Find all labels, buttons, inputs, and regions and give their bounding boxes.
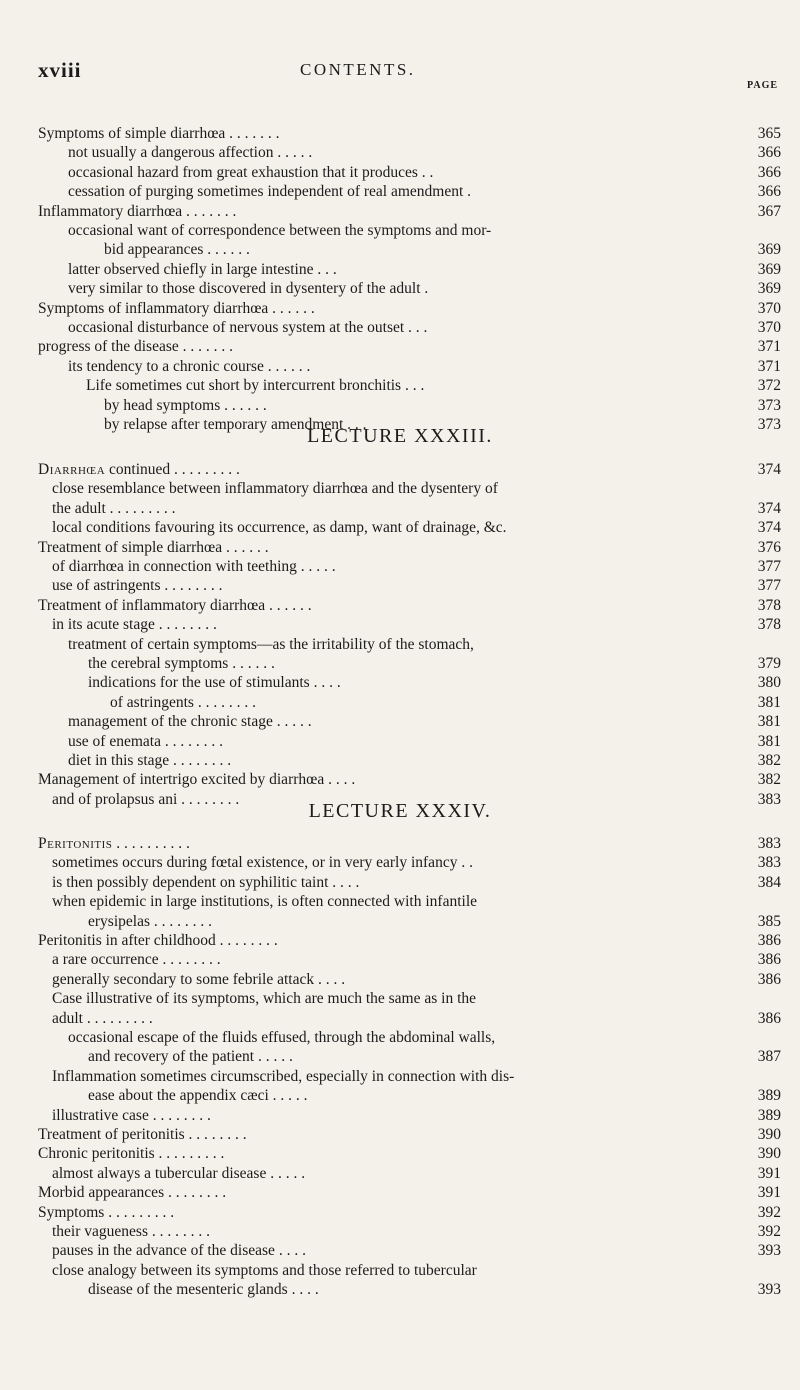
entry-page-number: 387 [757,1048,781,1066]
entry-page-number: 381 [757,732,781,750]
entry-page-number: 391 [757,1164,781,1182]
lecture-33-entry [68,751,781,770]
entry-page-number: 393 [757,1281,781,1299]
entry-page-number: 366 [757,144,781,162]
entry-text: Treatment of inflammatory diarrhœa . . . . . . [38,596,312,614]
entry-text: and recovery of the patient . . . . . [88,1048,293,1066]
entry-page-number: 377 [757,558,781,575]
entry-text: close resemblance between inflammatory diarrhœa and the dysentery of [52,480,498,498]
entry-text: when epidemic in large institutions, is often connected with infantile [52,893,478,911]
entry-text: in its acute stage . . . . . . . . [52,616,217,634]
entry-text: Life sometimes cut short by intercurrent bronchitis . . . [86,377,425,395]
entry-text: use of astringents . . . . . . . . [52,577,223,595]
entry-page-number: 374 [757,499,781,517]
entry-text: their vagueness . . . . . . . . [52,1223,210,1240]
entry-page-number: 378 [757,596,781,614]
entry-text: progress of the disease . . . . . . . [38,338,233,356]
lecture-33-entry [88,673,781,692]
lecture-34-entry [38,1144,781,1163]
lecture-34-entry [88,1086,781,1105]
entry-page-number: 376 [757,538,781,556]
lecture-34-entry [52,1241,781,1260]
entry-text: by relapse after temporary amendment . . . [104,416,367,433]
top-section-entry [38,124,781,143]
entry-page-number: 393 [757,1242,781,1260]
entry-page-number: 381 [757,713,781,731]
lecture-34-entry [52,1009,781,1028]
entry-page-number: 369 [757,280,781,298]
entry-page-number: 381 [757,693,781,711]
entry-text: Treatment of peritonitis . . . . . . . . [38,1126,247,1143]
lecture-34-entry [52,1164,781,1183]
entry-page-number: 392 [757,1203,781,1221]
page-number: xviii [38,58,82,82]
entry-text [38,461,240,478]
entry-page-number: 385 [757,912,781,930]
entry-text: treatment of certain symptoms—as the irritability of the stomach, [68,635,474,653]
lecture-33-entry [38,460,781,479]
lecture-34-entry [52,892,477,911]
entry-text: Case illustrative of its symptoms, which are much the same as in the [52,990,477,1008]
entry-text: cessation of purging sometimes independent of real amendment . [68,183,472,201]
lecture-34-entry [38,1125,781,1144]
entry-page-number: 390 [757,1145,781,1163]
lecture-34-entry [52,873,781,892]
entry-text: Symptoms of simple diarrhœa . . . . . . . [38,125,280,142]
entry-page-number: 374 [757,461,781,478]
top-section-entry [38,299,781,318]
entry-page-number: 377 [757,577,781,595]
entry-text: occasional escape of the fluids effused, through the abdominal walls, [68,1029,496,1046]
lecture-33-entry [68,712,781,731]
entry-page-number: 369 [757,260,781,278]
top-section-entry [38,337,781,356]
top-section-entry [68,318,781,337]
entry-text: its tendency to a chronic course . . . . . . [68,357,311,375]
entry-page-number: 392 [757,1223,781,1240]
entry-page-number: 389 [757,1106,781,1124]
lecture-34-entry [52,1067,514,1086]
entry-text: Symptoms of inflammatory diarrhœa . . . . . . [38,299,315,317]
entry-text: local conditions favouring its occurrence, as damp, want of drainage, &c. [52,519,507,537]
running-title: CONTENTS. [300,60,416,79]
lecture-34-entry [38,1203,781,1222]
lecture-34-entry [38,931,781,950]
entry-page-number: 382 [757,752,781,769]
entry-text: diet in this stage . . . . . . . . [68,752,232,769]
entry-text-rest: . . . . . . . . . . [112,835,190,852]
entry-page-number: 374 [757,519,781,537]
entry-page-number: 384 [757,873,781,891]
lecture-34-entry [52,950,781,969]
entry-page-number: 391 [757,1184,781,1202]
lecture-33-entry [38,538,781,557]
lecture-34-entry [38,1183,781,1202]
lecture-33-entry [52,615,781,634]
lecture-33-entry [52,557,781,576]
lecture-33-entry [38,596,781,615]
lecture-heading-xxxiii: LECTURE XXXIII. [307,425,493,447]
entry-text: generally secondary to some febrile attack . . . . [52,970,346,988]
entry-text: Peritonitis in after childhood . . . . . . . . [38,932,278,949]
entry-text: of diarrhœa in connection with teething . . . . . [52,558,336,575]
top-section-entry [68,221,491,240]
entry-text: Chronic peritonitis . . . . . . . . . [38,1145,225,1163]
entry-page-number: 365 [757,125,781,142]
lecture-34-entry [52,1261,477,1280]
entry-text: very similar to those discovered in dysentery of the adult . [68,280,429,298]
entry-text: occasional want of correspondence between the symptoms and mor- [68,222,492,239]
entry-text: a rare occurrence . . . . . . . . [52,951,221,969]
entry-text: use of enemata . . . . . . . . [68,732,223,750]
entry-subject: Diarrhœa [38,461,106,478]
lecture-34-entry [52,1222,781,1241]
entry-text: the cerebral symptoms . . . . . . [88,655,275,672]
lecture-33-entry [110,693,781,712]
top-section-entry [38,202,781,221]
top-section-entry [68,163,781,182]
lecture-34-entry [88,912,781,931]
entry-page-number: 370 [757,299,781,317]
entry-page-number: 369 [757,241,781,259]
entry-page-number: 390 [757,1126,781,1143]
top-section-entry [68,143,781,162]
entry-text: sometimes occurs during fœtal existence, or in very early infancy . . [52,854,473,872]
entry-page-number: 379 [757,655,781,672]
entry-text: not usually a dangerous affection . . . . . [68,144,313,162]
entry-text: Symptoms . . . . . . . . . [38,1203,175,1221]
entry-text: is then possibly dependent on syphilitic taint . . . . [52,873,360,891]
entry-text: Inflammation sometimes circumscribed, especially in connection with dis- [52,1067,515,1085]
entry-page-number: 380 [757,674,781,692]
entry-page-number: 383 [757,854,781,872]
entry-text: indications for the use of stimulants . . . . [88,674,341,692]
top-section-entry [86,376,781,395]
entry-page-number: 378 [757,616,781,634]
entry-text: and of prolapsus ani . . . . . . . . [52,790,240,808]
top-section-entry [68,279,781,298]
top-section-entry [104,396,781,415]
entry-text: the adult . . . . . . . . . [52,499,176,517]
lecture-34-entry [68,1028,495,1047]
entry-page-number: 367 [757,202,781,220]
entry-text: erysipelas . . . . . . . . [88,912,212,930]
lecture-33-entry [52,576,781,595]
entry-text: close analogy between its symptoms and those referred to tubercular [52,1261,477,1279]
entry-text: ease about the appendix cæci . . . . . [88,1087,308,1105]
entry-page-number: 371 [757,338,781,356]
entry-page-number: 386 [757,932,781,949]
top-section-entry [68,357,781,376]
entry-page-number: 383 [757,835,781,852]
entry-text: bid appearances . . . . . . [104,241,250,259]
entry-text: latter observed chiefly in large intestine . . . [68,260,337,278]
entry-page-number: 366 [757,163,781,181]
entry-text: pauses in the advance of the disease . . . . [52,1242,306,1260]
lecture-33-entry [38,770,781,789]
entry-page-number: 373 [757,396,781,414]
lecture-33-entry [52,479,498,498]
entry-text: almost always a tubercular disease . . . . . [52,1164,306,1182]
lecture-34-entry [52,853,781,872]
entry-text: management of the chronic stage . . . . . [68,713,312,731]
entry-page-number: 372 [757,377,781,395]
entry-page-number: 373 [757,416,781,433]
lecture-34-entry [52,1106,781,1125]
top-section-entry [68,260,781,279]
entry-page-number: 366 [757,183,781,201]
lecture-34-entry [88,1280,781,1299]
lecture-34-entry [38,834,781,853]
entry-subject: Peritonitis [38,835,113,852]
lecture-34-entry [88,1047,781,1066]
top-section-entry [104,240,781,259]
entry-page-number: 371 [757,357,781,375]
entry-text: occasional hazard from great exhaustion that it produces . . [68,163,434,181]
entry-page-number: 383 [757,790,781,808]
lecture-33-entry [52,499,781,518]
lecture-33-entry [88,654,781,673]
lecture-33-entry [68,635,474,654]
entry-page-number: 386 [757,970,781,988]
entry-text: illustrative case . . . . . . . . [52,1106,211,1124]
lecture-34-entry [52,989,476,1008]
entry-text: Management of intertrigo excited by diarrhœa . . . . [38,771,356,789]
page-header [38,58,778,86]
entry-text: Treatment of simple diarrhœa . . . . . . [38,538,269,556]
lecture-34-entry [52,970,781,989]
entry-text: occasional disturbance of nervous system at the outset . . . [68,319,428,336]
entry-text [38,835,190,852]
entry-text: Inflammatory diarrhœa . . . . . . . [38,202,237,220]
lecture-33-entry [52,518,781,537]
entry-text: of astringents . . . . . . . . [110,693,256,711]
entry-text: Morbid appearances . . . . . . . . [38,1184,227,1202]
lecture-33-entry [68,732,781,751]
top-section-entry [68,182,781,201]
entry-text-rest: continued . . . . . . . . . [105,461,240,478]
entry-text: adult . . . . . . . . . [52,1009,153,1027]
lecture-heading-xxxiv: LECTURE XXXIV. [308,800,492,822]
entry-page-number: 386 [757,951,781,969]
entry-page-number: 389 [757,1087,781,1105]
entry-page-number: 382 [757,771,781,789]
entry-page-number: 370 [757,319,781,336]
page-column-label: PAGE [747,80,779,91]
entry-page-number: 386 [757,1009,781,1027]
entry-text: disease of the mesenteric glands . . . . [88,1281,319,1299]
entry-text: by head symptoms . . . . . . [104,396,267,414]
